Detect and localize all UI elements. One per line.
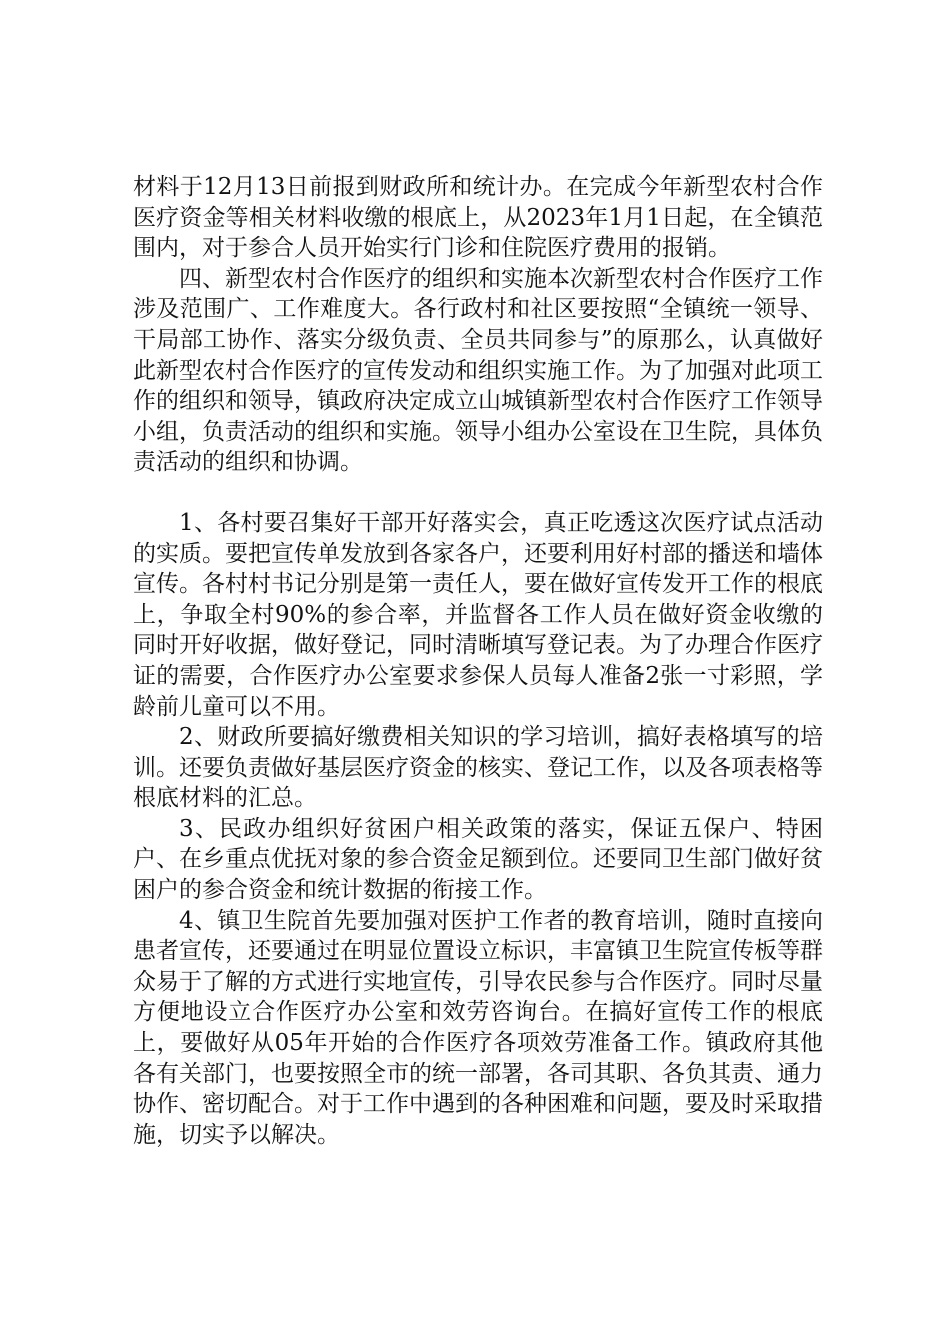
paragraph-item-4: 4、镇卫生院首先要加强对医护工作者的教育培训，随时直接向患者宣传，还要通过在明显位置设立标识，丰富镇卫生院宣传板等群众易于了解的方式进行实地宣传，引导农民参与合作医疗。同时尽量方便地设立合作医疗办公室和效劳咨询台。在搞好宣传工作的根底上，要做好从05年开始的合作医疗各项效劳准备工作。镇政府其他各有关部门，也要按照全市的统一部署，各司其职、各负其责、通力协作、密切配合。对于工作中遇到的各种困难和问题，要及时采取措施，切实予以解决。	[133, 907, 823, 1148]
paragraph-item-3: 3、民政办组织好贫困户相关政策的落实，保证五保户、特困户、在乡重点优抚对象的参合资金足额到位。还要同卫生部门做好贫困户的参合资金和统计数据的衔接工作。	[133, 815, 823, 904]
paragraph-continuation: 材料于12月13日前报到财政所和统计办。在完成今年新型农村合作医疗资金等相关材料收缴的根底上，从2023年1月1日起，在全镇范围内，对于参合人员开始实行门诊和住院医疗费用的报销。	[133, 174, 823, 262]
paragraph-item-2: 2、财政所要搞好缴费相关知识的学习培训，搞好表格填写的培训。还要负责做好基层医疗资金的核实、登记工作，以及各项表格等根底材料的汇总。	[133, 724, 823, 812]
document-body	[133, 172, 823, 1150]
paragraph-item-1: 1、各村要召集好干部开好落实会，真正吃透这次医疗试点活动的实质。要把宣传单发放到各家各户，还要利用好村部的播送和墙体宣传。各村村书记分别是第一责任人，要在做好宣传发开工作的根底上，争取全村90%的参合率，并监督各工作人员在做好资金收缴的同时开好收据，做好登记，同时清晰填写登记表。为了办理合作医疗证的需要，合作医疗办公室要求参保人员每人准备2张一寸彩照，学龄前儿童可以不用。	[133, 509, 823, 720]
paragraph-section-four: 四、新型农村合作医疗的组织和实施本次新型农村合作医疗工作涉及范围广、工作难度大。各行政村和社区要按照“全镇统一领导、干局部工协作、落实分级负责、全员共同参与”的原那么，认真做好此新型农村合作医疗的宣传发动和组织实施工作。为了加强对此项工作的组织和领导，镇政府决定成立山城镇新型农村合作医疗工作领导小组，负责活动的组织和实施。领导小组办公室设在卫生院，具体负责活动的组织和协调。	[133, 265, 823, 476]
